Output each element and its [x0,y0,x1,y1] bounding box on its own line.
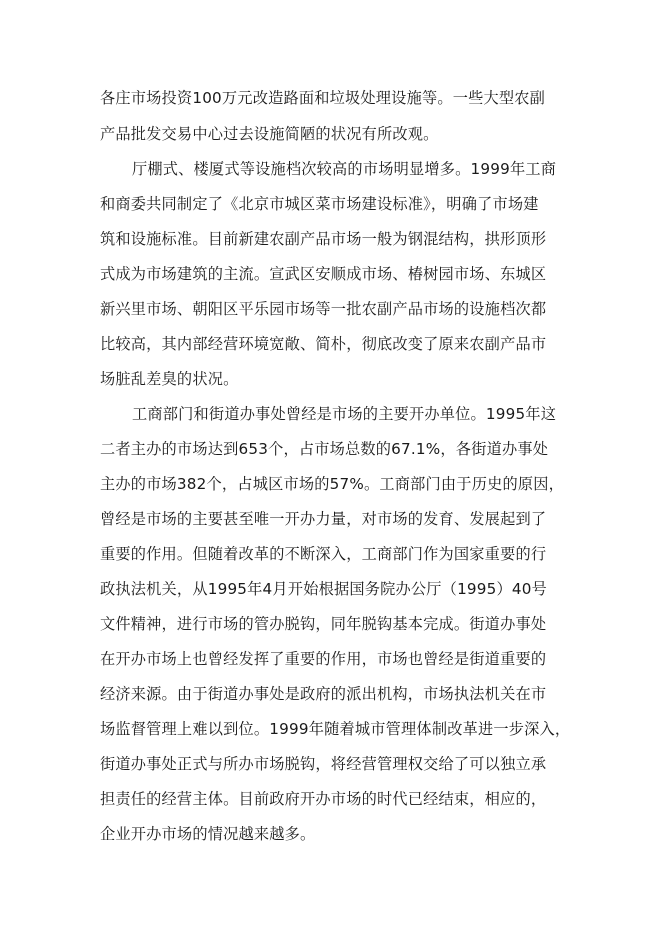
paragraph-3-line-7: 文件精神，进行市场的管办脱钩，同年脱钩基本完成。街道办事处 [100,615,547,633]
paragraph-3-line-11: 街道办事处正式与所办市场脱钩，将经营管理权交给了可以独立承 [100,755,547,773]
paragraph-2-line-2: 和商委共同制定了《北京市城区菜市场建设标准》，明确了市场建 [100,195,539,213]
paragraph-3-line-6: 政执法机关，从1995年4月开始根据国务院办公厅（1995）40号 [100,580,548,598]
paragraph-3-line-8: 在开办市场上也曾经发挥了重要的作用，市场也曾经是街道重要的 [100,650,547,668]
paragraph-1-line-1: 各庄市场投资100万元改造路面和垃圾处理设施等。一些大型农副 [100,89,546,107]
paragraph-3-line-2: 二者主办的市场达到653个，占市场总数的67.1%，各街道办事处 [100,440,549,458]
paragraph-3-line-4: 曾经是市场的主要甚至唯一开办力量，对市场的发育、发展起到了 [100,510,547,528]
paragraph-2-line-7: 场脏乱差臭的状况。 [100,370,239,388]
paragraph-3-line-12: 担责任的经营主体。目前政府开办市场的时代已经结束，相应的， [100,790,547,808]
paragraph-3-line-1: 工商部门和街道办事处曾经是市场的主要开办单位。1995年这 [132,405,557,423]
paragraph-2-line-6: 比较高，其内部经营环境宽敞、简朴，彻底改变了原来农副产品市 [100,335,547,353]
paragraph-2-line-1: 厅棚式、楼厦式等设施档次较高的市场明显增多。1999年工商 [132,160,557,178]
paragraph-1-line-2: 产品批发交易中心过去设施简陋的状况有所改观。 [100,125,439,143]
paragraph-3-line-9: 经济来源。由于街道办事处是政府的派出机构，市场执法机关在市 [100,685,547,703]
paragraph-3-line-5: 重要的作用。但随着改革的不断深入，工商部门作为国家重要的行 [100,545,547,563]
paragraph-2-line-3: 筑和设施标准。目前新建农副产品市场一般为钢混结构，拱形顶形 [100,230,547,248]
paragraph-2-line-4: 式成为市场建筑的主流。宣武区安顺成市场、椿树园市场、东城区 [100,265,547,283]
paragraph-3-line-3: 主办的市场382个，占城区市场的57%。工商部门由于历史的原因， [100,475,565,493]
paragraph-3-line-10: 场监督管理上难以到位。1999年随着城市管理体制改革进一步深入， [100,720,571,738]
paragraph-3-line-13: 企业开办市场的情况越来越多。 [100,825,316,843]
paragraph-2-line-5: 新兴里市场、朝阳区平乐园市场等一批农副产品市场的设施档次都 [100,300,547,318]
